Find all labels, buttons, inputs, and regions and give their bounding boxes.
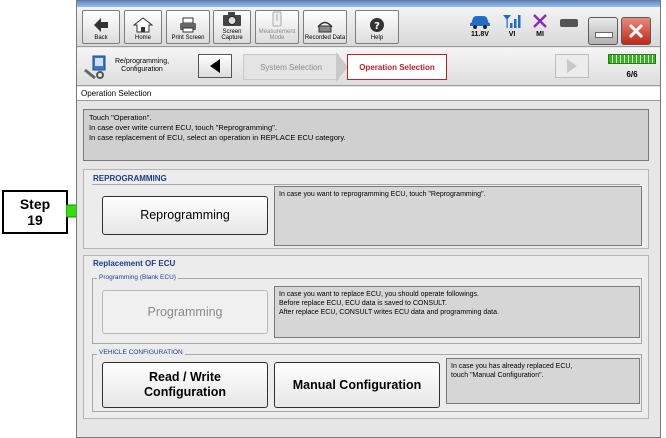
recorded-data-button[interactable]: Recorded Data [303, 10, 347, 44]
close-button[interactable] [621, 17, 651, 45]
printer-icon [178, 17, 198, 33]
step-number: 19 [27, 212, 43, 228]
manual-configuration-button[interactable]: Manual Configuration [274, 362, 440, 408]
consult-window [76, 0, 661, 438]
page-count: 6/6 [626, 70, 638, 79]
help-icon [367, 17, 387, 33]
help-button[interactable]: ? Help [355, 10, 399, 44]
programming-group-label: Programming (Blank ECU) [99, 274, 176, 281]
print-screen-button[interactable]: Print Screen [166, 10, 210, 44]
close-icon [626, 21, 646, 41]
crumb-system-selection[interactable]: System Selection [243, 54, 339, 80]
connection-icon [559, 17, 579, 29]
crumb-operation-selection: Operation Selection [347, 54, 447, 80]
mi-x-icon [529, 13, 551, 29]
measurement-icon [267, 11, 287, 27]
reprogramming-info: In case you want to reprogramming ECU, touch "Reprogramming". [274, 186, 642, 246]
reprogramming-section-title: REPROGRAMMING [93, 174, 167, 183]
back-button[interactable]: Back [82, 10, 120, 44]
toolbar [77, 7, 660, 47]
replacement-section-title: Replacement OF ECU [93, 259, 176, 268]
step-progress-bar [608, 54, 656, 64]
home-icon [133, 17, 153, 33]
battery-voltage-status: 11.8V [469, 13, 491, 38]
read-write-configuration-button[interactable]: Read / Write Configuration [102, 362, 268, 408]
function-title: Re/programming, Configuration [114, 58, 170, 73]
svg-text:?: ? [374, 21, 380, 32]
breadcrumb-forward-button[interactable] [555, 54, 589, 78]
breadcrumb-back-button[interactable] [198, 54, 232, 78]
vi-status: VI [501, 13, 523, 38]
programming-info: In case you want to replace ECU, you should operate followings. Before replace ECU, ECU data is saved to CONSULT. After replace ECU, CONSULT writes ECU data and programming data. [274, 286, 640, 338]
minimize-button[interactable] [588, 17, 618, 45]
page-title: Operation Selection [77, 87, 660, 101]
screen-capture-button[interactable]: Screen Capture [213, 10, 251, 44]
vi-signal-icon [501, 13, 523, 29]
mi-status: MI [529, 13, 551, 38]
reprogramming-panel [83, 169, 649, 249]
car-battery-icon [469, 13, 491, 29]
home-button[interactable]: Home [124, 10, 162, 44]
camera-icon [222, 11, 242, 27]
programming-button[interactable]: Programming [102, 290, 268, 334]
step-label: Step [19, 196, 51, 212]
manual-configuration-info: In case you has already replaced ECU, touch "Manual Configuration". [446, 358, 640, 404]
breadcrumb [77, 48, 660, 86]
reprogramming-tools-icon [83, 54, 109, 80]
measurement-mode-button[interactable]: Measurement Mode [255, 10, 299, 44]
replacement-panel [83, 255, 649, 419]
back-arrow-icon [91, 17, 111, 33]
step-callout [2, 190, 68, 234]
vehicle-configuration-label: VEHICLE CONFIGURATION [99, 349, 183, 356]
triangle-right-icon [565, 58, 579, 74]
triangle-left-icon [208, 58, 222, 74]
recorded-data-icon [315, 17, 335, 33]
instruction-box: Touch "Operation". In case over write current ECU, touch "Reprogramming". In case replacement of ECU, select an operation in REPLACE ECU category. [83, 109, 649, 161]
reprogramming-button[interactable]: Reprogramming [102, 196, 268, 235]
